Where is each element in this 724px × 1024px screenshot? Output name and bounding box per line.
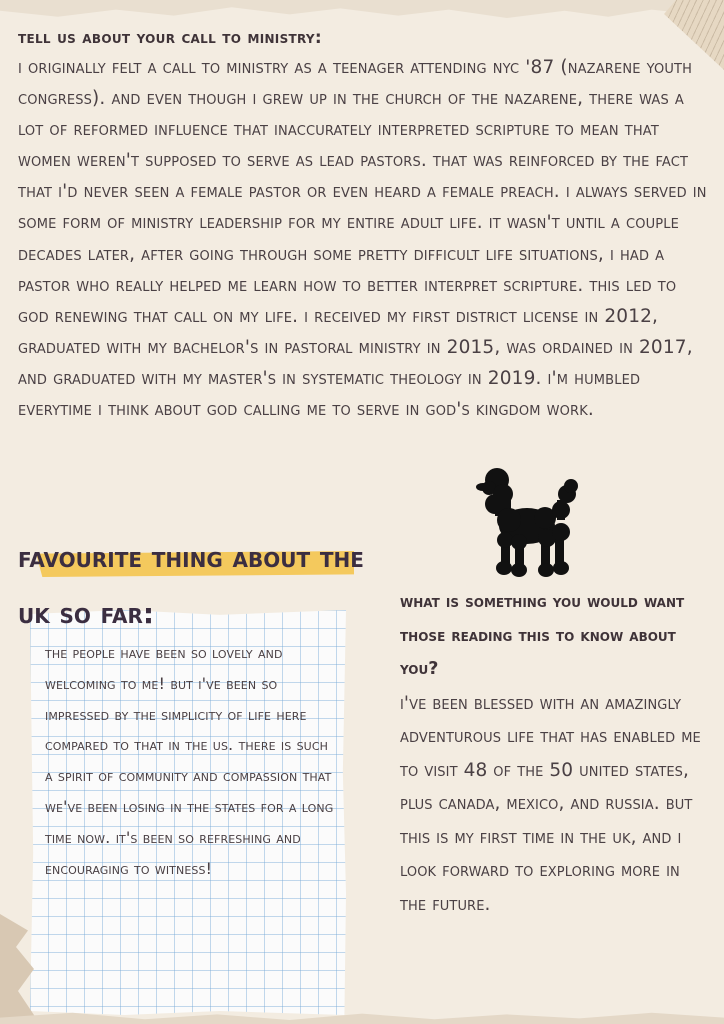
- know-about-you-section: [400, 586, 712, 922]
- favourite-answer: the people have been so lovely and welcoming to me! but i've been so impressed by the simplicity of life here compared to that in the us. there is such a spirit of community and compassion that we've been losing in the states for a long time now. it's been so refreshing and encouraging to witness!: [45, 643, 334, 878]
- favourite-heading: [18, 530, 378, 642]
- know-about-you-answer: i've been blessed with an amazingly adventurous life that has enabled me to visit 48 of the 50 united states, plus canada, mexico, and russia. but this is my first time in the uk, and i look forward to exploring more in the future.: [400, 692, 701, 916]
- call-to-ministry-section: [18, 28, 710, 425]
- torn-paper-top: [0, 0, 724, 24]
- poodle-silhouette-icon: [474, 460, 586, 580]
- favourite-heading-text: favourite thing about the uk so far:: [18, 541, 364, 630]
- call-to-ministry-question: tell us about your call to ministry:: [18, 28, 322, 48]
- know-about-you-question: what is something you would want those reading this to know about you?: [400, 592, 685, 679]
- call-to-ministry-answer: i originally felt a call to ministry as a teenager attending nyc '87 (nazarene youth congress). and even though i grew up in the church of the nazarene, there was a lot of reformed influence that inaccurately interpreted scripture to mean that women weren't supposed to serve as lead pastors. that was reinforced by the fact that i'd never seen a female pastor or even heard a female preach. i always served in some form of ministry leadership for my entire adult life. it wasn't until a couple decades later, after going through some pretty difficult life situations, i had a pastor who really helped me learn how to better interpret scripture. this led to god renewing that call on my life. i received my first district license in 2012, graduated with my bachelor's in pastoral ministry in 2015, was ordained in 2017, and graduated with my master's in systematic theology in 2019. i'm humbled everytime i think about god calling me to serve in god's kingdom work.: [18, 57, 707, 421]
